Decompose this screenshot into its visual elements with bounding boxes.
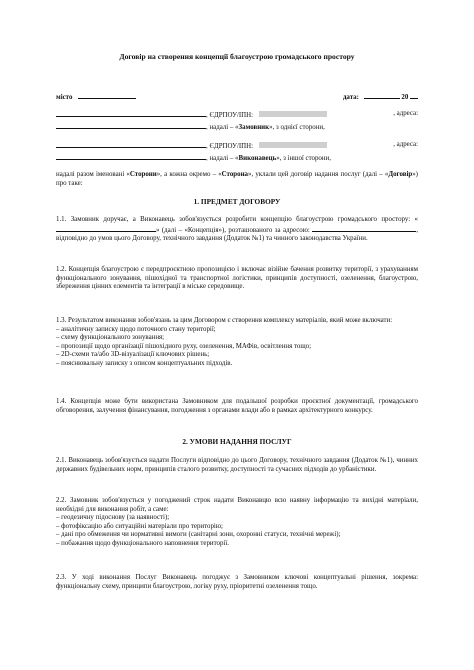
party-contractor <box>56 141 418 163</box>
contractor-edrpou-label: , ЄДРПОУ/ІПН: <box>206 143 254 150</box>
clause-1-3: 1.3. Результатом виконання зобов'язань за цим Договором є створення комплексу матеріалів, який може включати: – аналітичну записку щодо поточного стану території; – схему функціонального зонування; – пропозиції щодо організації пішохідного руху, озеленення, МАФів, освітлення тощо; – 2D-схеми та/або 3D-візуалізації ключових рішень; – пояснювальну записку з описом концептуальних підходів. <box>56 317 418 369</box>
customer-address-blank[interactable] <box>56 122 206 129</box>
city-label: місто <box>56 94 73 101</box>
list-item: – аналітичну записку щодо поточного стану території; <box>56 325 216 333</box>
document-title: Договір на створення концепції благоустрою громадського простору <box>119 52 355 61</box>
city-field <box>56 92 136 103</box>
clause-1-1: 1.1. Замовник доручає, а Виконавець зобов'язується розробити концепцію благоустрою громадського простору: «» (далі – «Концепція»), розташованого за адресою: , відповідно до умов цього Договору, технічного завдання (Додаток №1) та чинного законодавства України. <box>56 216 418 243</box>
city-date-row <box>56 92 418 103</box>
date-label: дата: <box>342 94 359 101</box>
customer-address-label: , адреса: <box>393 110 418 117</box>
clause-1-2: 1.2. Концепція благоустрою є передпроєктною пропозицією і включає візійне бачення розвитку території, з урахуванням функціонального зонування, пішохідної та транспортної логістики, принципів доступності, озеленення, благоустрою, збереження цінних елементів та інтеграції в міське середовище. <box>56 266 418 291</box>
list-item: – пояснювальну записку з описом концептуальних підходів. <box>56 359 233 367</box>
party-customer <box>56 110 418 132</box>
list-item: – фотофіксацію або ситуаційні матеріали про територію; <box>56 522 223 530</box>
space-address-blank[interactable] <box>312 225 416 232</box>
contractor-edrpou-field[interactable] <box>259 142 327 149</box>
customer-line-2: , надалі – «Замовник», з однієї сторони, <box>56 122 418 133</box>
customer-name-blank[interactable] <box>56 110 206 117</box>
section-2-heading: 2. УМОВИ НАДАННЯ ПОСЛУГ <box>182 437 292 446</box>
clause-1-4: 1.4. Концепція може бути використана Замовником для подальшої розробки проєктної документації, громадського обговорення, залучення фінансування, погодження з органами влади або в рамках архітектурного конкурсу. <box>56 398 418 414</box>
clause-2-2: 2.2. Замовник зобов'язується у погоджений строк надати Виконавцю всю наявну інформацію та вихідні матеріали, необхідні для виконання робіт, а саме: – геодезичну підоснову (за наявності); – фотофіксацію або ситуаційні матеріали про територію; – дані про обмеження чи нормативні вимоги (санітарні зони, охоронні статуси, технічні мережі); – побажання щодо функціонального наповнення території. <box>56 497 418 547</box>
contractor-line-1 <box>56 141 418 152</box>
customer-edrpou-field[interactable] <box>259 111 327 118</box>
list-item: – схему функціонального зонування; <box>56 334 165 342</box>
list-item: – геодезичну підоснову (за наявності); <box>56 514 170 522</box>
clause-1-3-list <box>56 326 418 369</box>
customer-role: Замовник <box>238 123 270 131</box>
customer-edrpou-label: , ЄДРПОУ/ІПН: <box>206 112 254 119</box>
contractor-name-blank[interactable] <box>56 141 206 148</box>
intro-paragraph: надалі разом іменовані «Сторони», а кожна окремо – «Сторона», уклали цей договір надання послуг (далі – «Договір») про таке: <box>56 171 418 187</box>
contractor-role: Виконавець <box>238 154 277 162</box>
space-name-blank[interactable] <box>56 225 156 232</box>
city-blank[interactable] <box>78 92 136 99</box>
year-blank[interactable] <box>410 92 418 99</box>
list-item: – 2D-схеми та/або 3D-візуалізації ключових рішень; <box>56 351 210 359</box>
section-1-heading: 1. ПРЕДМЕТ ДОГОВОРУ <box>193 197 281 206</box>
clause-2-2-list <box>56 514 418 548</box>
contractor-address-label: , адреса: <box>393 141 418 148</box>
customer-line-1 <box>56 110 418 121</box>
contractor-line-2: , надалі – «Виконавець», з іншої сторони, <box>56 153 418 164</box>
list-item: – пропозиції щодо організації пішохідного руху, озеленення, МАФів, освітлення тощо; <box>56 342 311 350</box>
list-item: – побажання щодо функціонального наповнення території. <box>56 539 229 547</box>
date-field <box>343 92 418 103</box>
date-blank[interactable] <box>364 92 400 99</box>
clause-2-1: 2.1. Виконавець зобов'язується надати Послуги відповідно до цього Договору, технічного завдання (Додаток №1), чинних державних будівельних норм, принципів сталого розвитку, доступності та сучасних підходів до урбаністики. <box>56 457 418 473</box>
clause-2-3: 2.3. У ході виконання Послуг Виконавець погоджує з Замовником ключові концептуальні рішення, зокрема: функціональну схему, принципи благоустрою, логіку руху, пріоритетні озеленення тощо. <box>56 574 418 590</box>
list-item: – дані про обмеження чи нормативні вимоги (санітарні зони, охоронні статуси, технічні мережі); <box>56 531 341 539</box>
contractor-address-blank[interactable] <box>56 153 206 160</box>
year-prefix: 20 <box>401 94 409 101</box>
